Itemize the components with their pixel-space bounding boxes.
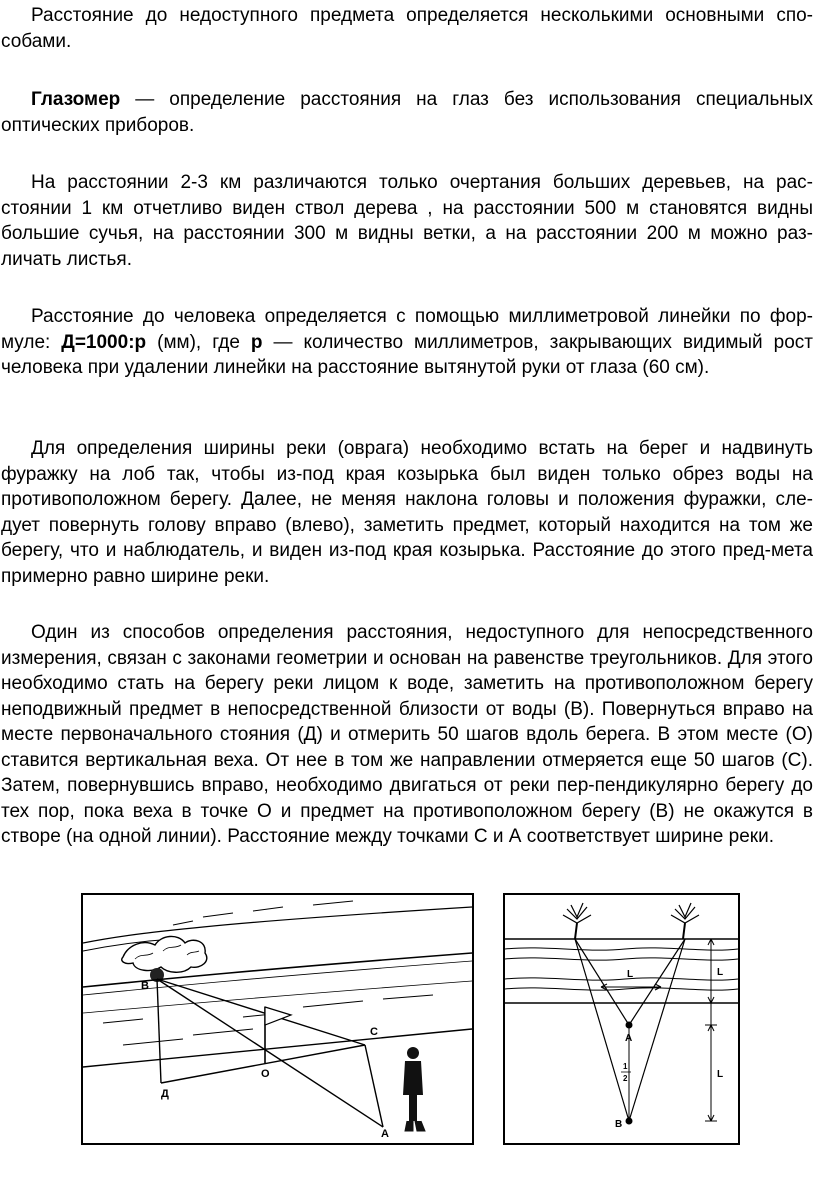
water-wave-3 — [505, 978, 738, 980]
line-b-to-d — [157, 979, 161, 1083]
point-a — [626, 1022, 633, 1029]
label-a: A — [625, 1033, 633, 1044]
river-width-diagram — [505, 895, 738, 1143]
formula-units-text: (мм), где — [146, 331, 251, 353]
label-a: A — [381, 1128, 389, 1140]
figure-river-triangle-method — [81, 893, 474, 1145]
point-b — [626, 1118, 633, 1125]
label-o: O — [261, 1068, 270, 1080]
label-l-side-bottom: L — [717, 1069, 724, 1080]
paragraph-triangle-method: Один из способов определения расстояния, недоступного для непосредственного измерения, связан с законами геометрии и основан на равенстве треугольников. Для этого необходимо стать на берегу реки лицом к воде, заметить на противоположном берегу неподвижный предмет в непосредственной близости от воды (В). Повернуться вправо на месте первоначального стояния (Д) и отмерить 50 шагов вдоль берега. В этом месте (О) ставится вертикальная веха. От нее в том же направлении отмеряется еще 50 шагов (С). Затем, повернувшись вправо, необходимо двигаться от реки пер-пендикулярно берегу до тех пор, пока веха в точке О и предмет на противоположном берегу (В) не окажутся в створе (на одной линии). Расстояние между точками С и А соответствует ширине реки. — [1, 622, 813, 847]
paragraph-ruler-formula — [1, 304, 813, 381]
term-eye-estimate: Глазомер — [31, 89, 121, 110]
eye-estimate-definition: — определение расстояния на глаз без использования специальных оптических приборов. — [1, 89, 813, 136]
sight-line-a-right — [629, 939, 685, 1025]
label-l-side-top: L — [717, 967, 724, 978]
water-wave-4 — [505, 988, 738, 990]
paragraph-river-width-cap: Для определения ширины реки (оврага) необходимо встать на берег и надвинуть фуражку на лоб так, чтобы из-под края козырька был виден только обрез воды на противоположном берегу. Далее, не меняя наклона головы и положения фуражки, сле-дует повернуть голову вправо (влево), заметить предмет, который находится на том же берегу, что и наблюдатель, и виден из-под края козырька. Расстояние до этого пред-мета примерно равно ширине реки. — [1, 438, 813, 587]
label-c: C — [370, 1026, 378, 1038]
water-wave-2 — [505, 958, 738, 960]
paragraph-intro: Расстояние до недоступного предмета определяется несколькими основными спо-собами. — [1, 5, 813, 52]
line-c-to-a — [365, 1045, 383, 1127]
paragraph-eye-estimate — [1, 87, 813, 138]
sight-line-b-right — [629, 939, 685, 1121]
label-b: B — [615, 1119, 623, 1130]
formula: Д=1000:р — [61, 331, 147, 353]
label-half-num: 1 — [623, 1062, 628, 1071]
water-wave-1 — [505, 948, 738, 950]
tree-right — [671, 903, 699, 939]
line-b-to-c — [157, 979, 365, 1045]
line-b-to-a — [157, 979, 383, 1127]
label-d: Д — [161, 1088, 169, 1100]
pole-flag — [265, 1007, 291, 1025]
formula-intro-text: Расстояние до человека определяется с помощью миллиметровой линейки по фор-муле: — [1, 306, 813, 353]
label-half-den: 2 — [623, 1074, 628, 1083]
formula-explanation-text: — количество миллиметров, закрывающих видимый рост человека при удалении линейки на расстояние вытянутой руки от глаза (60 см). — [1, 331, 813, 378]
tree-left — [563, 903, 591, 939]
river-triangle-illustration — [83, 895, 472, 1143]
far-bank-line — [83, 907, 472, 943]
formula-variable: р — [250, 331, 263, 353]
label-l-top: L — [627, 969, 634, 980]
label-b: B — [141, 980, 149, 992]
bush-cluster — [122, 936, 207, 972]
sight-line-b-left — [575, 939, 629, 1121]
observer-figure — [403, 1047, 425, 1131]
paragraph-tree-visibility: На расстоянии 2-3 км различаются только очертания больших деревьев, на рас-стоянии 1 км отчетливо виден ствол дерева , на расстоянии 500 м становятся видны большие сучья, на расстоянии 300 м видны ветки, а на расстоянии 200 м можно раз-личать листья. — [1, 172, 813, 270]
sight-line-a-left — [575, 939, 629, 1025]
figure-river-width-diagram — [503, 893, 740, 1145]
